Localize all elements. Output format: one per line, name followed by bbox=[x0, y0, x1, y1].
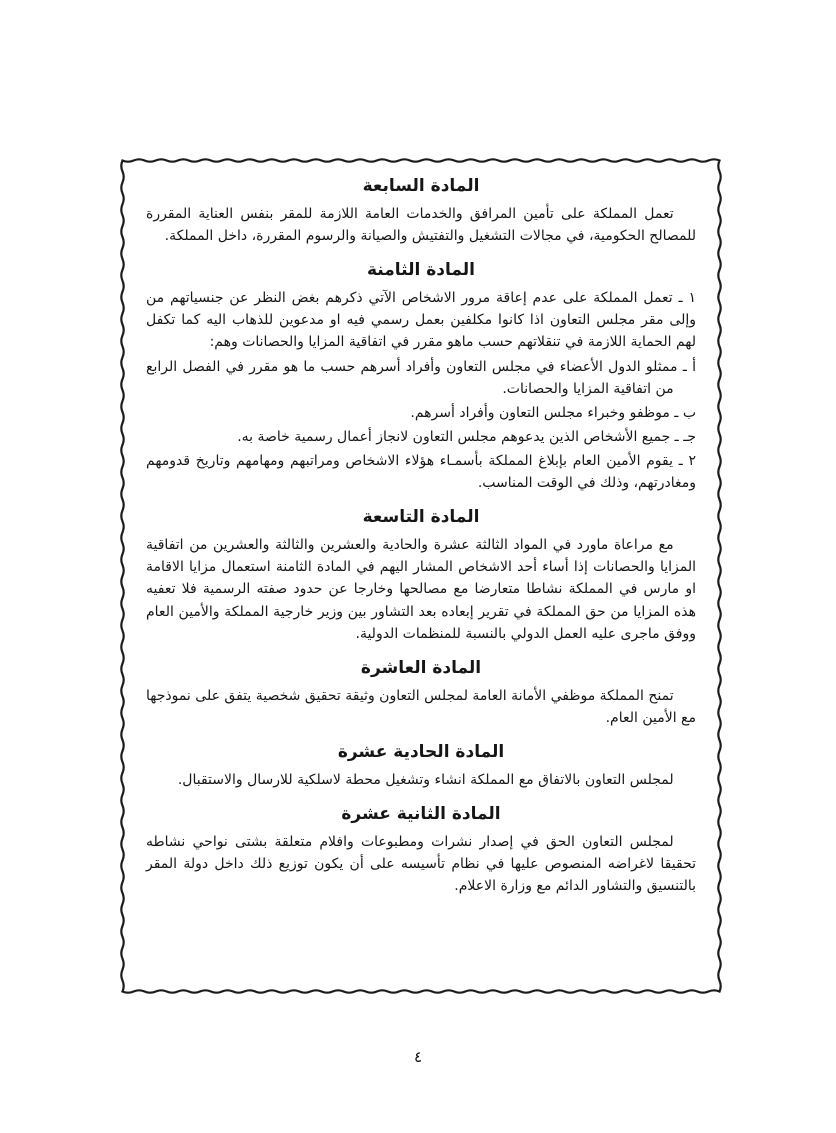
article-title: المادة العاشرة bbox=[360, 657, 482, 678]
article-eight bbox=[146, 260, 696, 494]
article-subitem-j: جـ ـ جميع الأشخاص الذين يدعوهم مجلس التعاون لانجاز أعمال رسمية خاصة به. bbox=[237, 428, 696, 445]
article-paragraph: تعمل المملكة على تأمين المرافق والخدمات العامة اللازمة للمقر بنفس العناية المقررة للمصالح الحكومية، في مجالات التشغيل والتفتيش والصيانة والرسوم المقررة، داخل المملكة. bbox=[146, 206, 696, 245]
article-seven bbox=[146, 176, 696, 247]
article-item-1: ١ ـ تعمل المملكة على عدم إعاقة مرور الاشخاص الآتي ذكرهم بغض النظر عن جنسياتهم من وإلى مقر مجلس التعاون اذا كانوا مكلفين بعمل رسمي فيه او مدعوين للذهاب اليه كما تكفل لهم الحماية اللازمة في تنقلاتهم حسب ماهو مقرر في اتفاقية المزايا والحصانات وهم: bbox=[146, 290, 696, 351]
article-twelve bbox=[146, 804, 696, 897]
article-paragraph: تمنح المملكة موظفي الأمانة العامة لمجلس التعاون وثيقة تحقيق شخصية يتفق على نموذجها مع الأمين العام. bbox=[146, 687, 696, 726]
article-paragraph: مع مراعاة ماورد في المواد الثالثة عشرة والحادية والعشرين والثالثة والعشرين من اتفاقية المزايا والحصانات إذا أساء أحد الاشخاص المشار اليهم في المادة الثامنة استعمال مزايا الاقامة او مارس في المملكة نشاطا متعارضا مع مصالحها وخارجا عن حدود صفته الرسمية فلا تعفيه هذه المزايا من حق المملكة في تقرير إبعاده بعد التشاور بين وزير خارجية المملكة والأمين العام ووفق ماجرى عليه العمل الدولي بالنسبة للمنظمات الدولية. bbox=[146, 537, 696, 642]
article-title: المادة الحادية عشرة bbox=[337, 741, 505, 762]
article-title: المادة الثامنة bbox=[367, 260, 475, 281]
article-subitem-b: ب ـ موظفو وخبراء مجلس التعاون وأفراد أسرهم. bbox=[410, 404, 696, 421]
article-ten bbox=[146, 658, 696, 729]
article-subitem-a: أ ـ ممثلو الدول الأعضاء في مجلس التعاون وأفراد أسرهم حسب ما هو مقرر في الفصل الرابع من اتفاقية المزايا والحصانات. bbox=[146, 358, 696, 397]
article-title: المادة التاسعة bbox=[362, 507, 480, 528]
article-item-2: ٢ ـ يقوم الأمين العام بإبلاغ المملكة بأسمـاء هؤلاء الاشخاص ومراتبهم ومهامهم وتاريخ قدومهم ومغادرتهم، وذلك في الوقت المناسب. bbox=[146, 452, 696, 492]
page-number: ٤ bbox=[413, 1048, 423, 1066]
article-nine bbox=[146, 507, 696, 645]
article-paragraph: لمجلس التعاون الحق في إصدار نشرات ومطبوعات وافلام متعلقة بشتى نواحي نشاطه تحقيقا لاغراضه المنصوص عليها في نظام تأسيسه على أن يكون توزيع ذلك داخل دولة المقر بالتنسيق والتشاور الدائم مع وزارة الاعلام. bbox=[146, 834, 696, 895]
article-paragraph: لمجلس التعاون بالاتفاق مع المملكة انشاء وتشغيل محطة لاسلكية للارسال والاستقبال. bbox=[177, 771, 674, 788]
article-eleven bbox=[146, 742, 696, 791]
article-title: المادة السابعة bbox=[362, 176, 480, 196]
article-title: المادة الثانية عشرة bbox=[341, 804, 501, 825]
page-frame bbox=[118, 156, 724, 996]
